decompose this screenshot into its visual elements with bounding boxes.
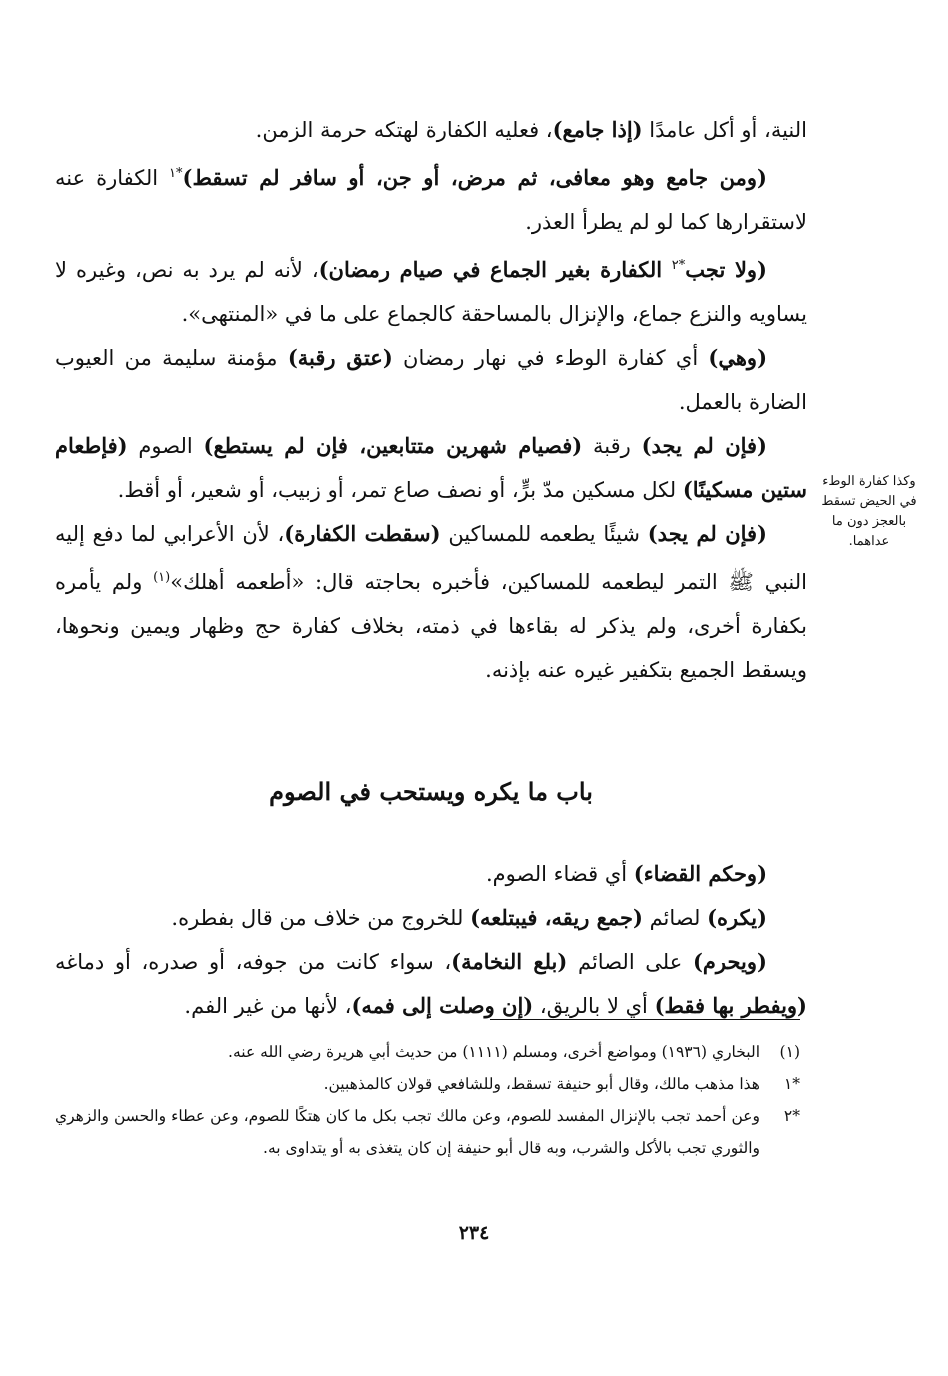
sharh-text: النية، أو أكل عامدًا xyxy=(642,118,807,142)
matn-text: (سقطت الكفارة) xyxy=(284,521,441,546)
matn-text: (إذا جامع) xyxy=(552,117,643,142)
chapter-title: باب ما يكره ويستحب في الصوم xyxy=(269,777,593,806)
matn-text: (فإطعام ستين مسكينًا) xyxy=(55,433,807,502)
side-note: وكذا كفارة الوطء في الحيض تسقط بالعجز دون ما عداهما. xyxy=(821,474,917,549)
footnote-divider xyxy=(490,1019,800,1020)
footnote-text: البخاري (١٩٣٦) ومواضع أخرى، ومسلم (١١١١) من حديث أبي هريرة رضي الله عنه. xyxy=(228,1043,760,1061)
footnote-text: هذا مذهب مالك، وقال أبو حنيفة تسقط، وللشافعي قولان كالمذهبين. xyxy=(323,1075,760,1093)
footnotes xyxy=(55,1036,800,1164)
matn-text: (جمع ريقه، فيبتلعه) xyxy=(470,905,643,930)
sharh-text: ، سواء كانت من جوفه، أو صدره، أو دماغه xyxy=(55,950,452,974)
matn-text: (وحكم القضاء) xyxy=(633,861,767,886)
sharh-text: للخروج من خلاف من قال بفطره. xyxy=(171,906,471,930)
footnote xyxy=(55,1068,800,1100)
paragraphs-top xyxy=(55,108,807,692)
footnote-ref: *١ xyxy=(169,166,183,181)
sharh-text: رقبة xyxy=(582,434,642,458)
sharh-text: ، لأن الأعرابي لما دفع إليه النبي ﷺ التمر ليطعمه للمساكين، فأخبره بحاجته قال: «أطعمه أهلك» xyxy=(55,522,807,594)
footnote xyxy=(55,1036,800,1068)
matn-text: (فإن لم يجد) xyxy=(647,521,767,546)
sharh-text: مؤمنة سليمة من العيوب الضارة بالعمل. xyxy=(55,346,807,414)
sharh-text: على الصائم xyxy=(567,950,693,974)
paragraph xyxy=(55,512,807,692)
paragraphs-chapter xyxy=(55,852,807,1028)
sharh-text: أي لا بالريق، xyxy=(533,994,655,1018)
sharh-text: ، لأنه لم يرد به نص، وغيره لا يساويه والنزع جماع، والإنزال بالمساحقة كالجماع على ما في «المنتهى». xyxy=(55,258,807,326)
main-text xyxy=(55,108,807,1028)
paragraph xyxy=(55,336,807,424)
sharh-text: أي قضاء الصوم. xyxy=(485,862,634,886)
sharh-text: ولم يأمره بكفارة أخرى، ولم يذكر له بقاءها في ذمته، بخلاف كفارة حج وظهار ويمين ونحوها، ويسقط الجميع بتكفير غيره عنه بإذنه. xyxy=(55,570,807,682)
footnote-ref: *٢ xyxy=(671,258,686,273)
matn-text: (ومن جامع وهو معافى، ثم مرض، أو جن، أو سافر لم تسقط) xyxy=(182,165,767,190)
footnote-mark: *١ xyxy=(783,1075,800,1093)
paragraph xyxy=(55,108,807,152)
paragraph xyxy=(55,852,807,896)
matn-text: (فإن لم يجد) xyxy=(641,433,767,458)
footnote-mark: *٢ xyxy=(783,1107,800,1125)
matn-text: (ويفطر بها فقط) xyxy=(654,993,807,1018)
matn-text: الكفارة بغير الجماع في صيام رمضان) xyxy=(318,257,672,282)
footnote-ref: (١) xyxy=(153,570,171,585)
matn-text: (عتق رقبة) xyxy=(287,345,393,370)
footnote xyxy=(55,1100,800,1164)
sharh-text: ، لأنها من غير الفم. xyxy=(184,994,352,1018)
matn-text: (يكره) xyxy=(707,905,767,930)
paragraph xyxy=(55,424,807,512)
matn-text: (بلع النخامة) xyxy=(451,949,568,974)
page-number: ٢٣٤ xyxy=(458,1222,490,1244)
paragraph xyxy=(55,940,807,1028)
paragraph xyxy=(55,244,807,336)
footnote-text: وعن أحمد تجب بالإنزال المفسد للصوم، وعن مالك تجب بكل ما كان هتكًا للصوم، وعن عطاء والحسن والزهري والثوري تجب بالأكل والشرب، وبه قال أبو حنيفة إن كان يتغذى به أو يتداوى به. xyxy=(55,1107,760,1157)
footnote-mark: (١) xyxy=(779,1043,800,1061)
sharh-text: الصوم xyxy=(127,434,204,458)
sharh-text: شيئًا يطعمه للمساكين xyxy=(440,522,648,546)
paragraph xyxy=(55,896,807,940)
matn-text: (ويحرم) xyxy=(692,949,767,974)
sharh-text: أي كفارة الوطء في نهار رمضان xyxy=(392,346,709,370)
matn-text: (وهي) xyxy=(708,345,768,370)
sharh-text: ، فعليه الكفارة لهتكه حرمة الزمن. xyxy=(255,118,553,142)
matn-text: (إن وصلت إلى فمه) xyxy=(351,993,534,1018)
sharh-text: الكفارة عنه لاستقرارها كما لو لم يطرأ العذر. xyxy=(55,166,807,234)
matn-text: (ولا تجب xyxy=(685,257,767,282)
sharh-text: لصائم xyxy=(642,906,708,930)
paragraph xyxy=(55,152,807,244)
matn-text: (فصيام شهرين متتابعين، فإن لم يستطع) xyxy=(203,433,583,458)
sharh-text: لكل مسكين مدّ برٍّ، أو نصف صاع تمر، أو زبيب، أو شعير، أو أقط. xyxy=(117,478,683,502)
